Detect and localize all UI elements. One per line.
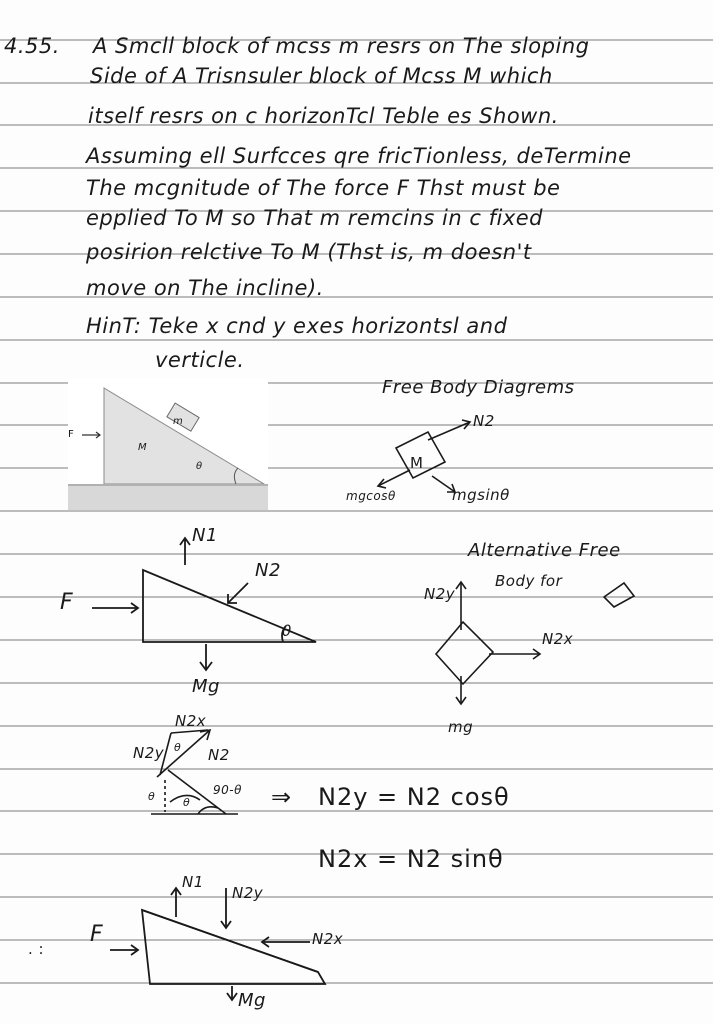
problem-line-9: HinT: Teke x cnd y exes horizontsl and bbox=[86, 314, 508, 338]
big-fbd-f: F bbox=[60, 590, 74, 615]
alt-fbd-title-1: Alternative Free bbox=[468, 540, 621, 561]
fbd-big-block bbox=[92, 538, 316, 670]
equation-n2y: N2y = N2 cosθ bbox=[318, 783, 510, 811]
margin-mark: . : bbox=[28, 940, 45, 958]
alt-fbd-n2y: N2y bbox=[424, 585, 456, 603]
decomposition-sketch bbox=[151, 730, 238, 814]
final-fbd-n2y: N2y bbox=[232, 884, 264, 902]
figure-angle-label: θ bbox=[196, 461, 203, 472]
decomp-n2: N2 bbox=[208, 746, 230, 764]
decomp-complement: 90-θ bbox=[213, 783, 242, 797]
alt-fbd-title-2: Body for bbox=[495, 572, 563, 590]
fbd-n2-label: N2 bbox=[473, 412, 495, 430]
textbook-figure bbox=[68, 378, 268, 510]
incline-figure bbox=[68, 378, 268, 510]
equation-n2x: N2x = N2 sinθ bbox=[318, 845, 504, 873]
decomp-n2x: N2x bbox=[175, 712, 207, 730]
problem-number: 4.55. bbox=[4, 34, 60, 58]
final-fbd-n1: N1 bbox=[182, 873, 204, 891]
big-fbd-n1: N1 bbox=[192, 525, 218, 546]
big-fbd-angle: θ bbox=[282, 622, 292, 640]
problem-line-3: itself resrs on c horizonTcl Teble es Shown. bbox=[88, 104, 559, 128]
problem-line-1: A Smcll block of mcss m resrs on The sloping bbox=[93, 34, 590, 58]
fbd-mgsin-label: mgsinθ bbox=[452, 486, 510, 504]
final-fbd-mg: Mg bbox=[238, 990, 266, 1011]
alt-fbd-n2x: N2x bbox=[542, 630, 574, 648]
fbd-mgcos-label: mgcosθ bbox=[346, 489, 396, 503]
decomp-angle-top: θ bbox=[174, 741, 182, 754]
fbd-small-block bbox=[378, 420, 470, 492]
figure-big-mass-label: M bbox=[138, 442, 148, 453]
problem-line-7: posirion relctive To M (Thst is, m doesn't bbox=[86, 240, 532, 264]
decomp-n2y: N2y bbox=[133, 744, 165, 762]
big-fbd-mg: Mg bbox=[192, 676, 220, 697]
fbd-title: Free Body Diagrems bbox=[382, 377, 575, 398]
big-fbd-n2: N2 bbox=[255, 560, 281, 581]
problem-line-6: epplied To M so That m remcins in c fixed bbox=[86, 206, 543, 230]
problem-line-5: The mcgnitude of The force F Thst must be bbox=[86, 176, 561, 200]
final-fbd-n2x: N2x bbox=[312, 930, 344, 948]
equation-arrow: ⇒ bbox=[271, 783, 293, 811]
problem-line-10: verticle. bbox=[155, 348, 245, 372]
figure-force-label: F bbox=[68, 429, 75, 440]
fbd-block-label: M bbox=[410, 454, 424, 472]
figure-small-mass-label: m bbox=[173, 416, 184, 427]
alt-fbd-diagram bbox=[436, 582, 634, 704]
decomp-angle-bottom: θ bbox=[183, 796, 191, 809]
alt-fbd-mg: mg bbox=[448, 718, 474, 736]
final-fbd-f: F bbox=[90, 922, 104, 947]
decomp-angle-left: θ bbox=[148, 790, 156, 803]
problem-line-8: move on The incline). bbox=[86, 276, 324, 300]
problem-line-4: Assuming ell Surfcces qre fricTionless, deTermine bbox=[86, 144, 632, 168]
problem-line-2: Side of A Trisnsuler block of Mcss M which bbox=[90, 64, 553, 88]
